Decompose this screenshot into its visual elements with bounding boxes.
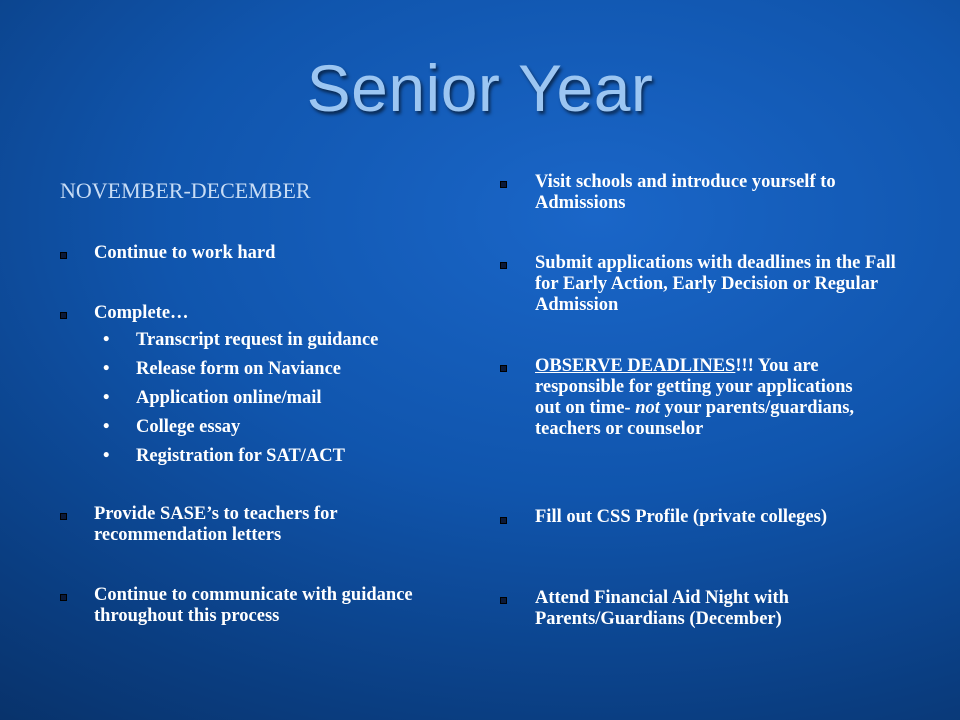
dot-bullet-icon: • bbox=[103, 446, 110, 466]
section-heading: NOVEMBER-DECEMBER bbox=[60, 178, 311, 203]
emphasis-not: not bbox=[635, 398, 660, 418]
dot-bullet-icon: • bbox=[103, 330, 110, 350]
dot-bullet-icon: • bbox=[103, 417, 110, 437]
dot-bullet-icon: • bbox=[103, 388, 110, 408]
list-item-sase: Provide SASE’s to teachers for recommendation letters bbox=[94, 504, 338, 545]
slide-title: Senior Year bbox=[306, 51, 654, 125]
list-item-observe-deadlines: OBSERVE DEADLINES!!! You are responsible for getting your applications out on time- not your parents/guardians, teachers or counselor bbox=[535, 356, 855, 439]
observe-deadlines-underlined: OBSERVE DEADLINES bbox=[535, 356, 736, 376]
square-bullet-icon bbox=[500, 365, 507, 372]
square-bullet-icon bbox=[60, 594, 67, 601]
dot-bullet-icon: • bbox=[103, 359, 110, 379]
square-bullet-icon bbox=[500, 597, 507, 604]
list-item-complete: Complete… bbox=[94, 303, 189, 323]
square-bullet-icon bbox=[60, 252, 67, 259]
square-bullet-icon bbox=[60, 513, 67, 520]
square-bullet-icon bbox=[60, 312, 67, 319]
square-bullet-icon bbox=[500, 517, 507, 524]
list-item-continue-work: Continue to work hard bbox=[94, 243, 276, 263]
list-item-communicate: Continue to communicate with guidance throughout this process bbox=[94, 585, 413, 626]
list-item-financial-aid: Attend Financial Aid Night with Parents/Guardians (December) bbox=[535, 588, 789, 629]
square-bullet-icon bbox=[500, 181, 507, 188]
list-item-visit-schools: Visit schools and introduce yourself to Admissions bbox=[535, 172, 836, 213]
list-item-submit-applications: Submit applications with deadlines in the Fall for Early Action, Early Decision or Regular Admission bbox=[535, 253, 896, 315]
square-bullet-icon bbox=[500, 262, 507, 269]
list-item-css-profile: Fill out CSS Profile (private colleges) bbox=[535, 507, 828, 527]
